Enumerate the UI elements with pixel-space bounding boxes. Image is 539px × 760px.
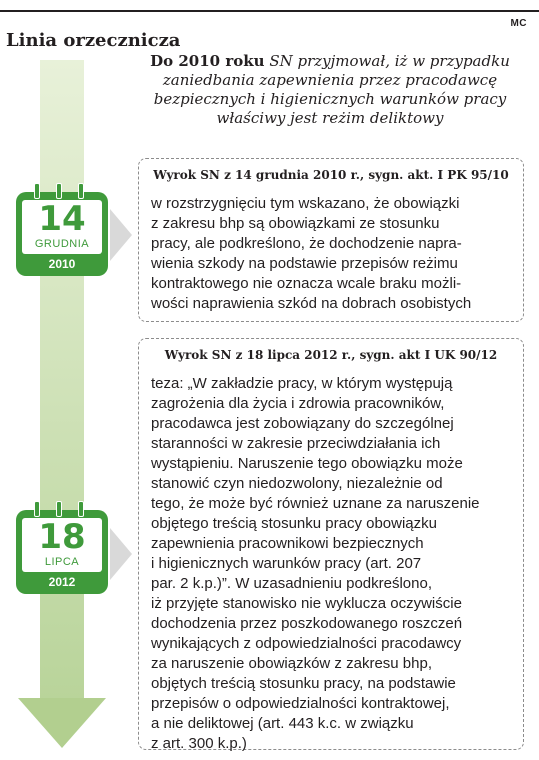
calendar-year: 2012 [48, 575, 76, 589]
calendar-page [22, 518, 102, 572]
calendar-year: 2010 [48, 257, 76, 271]
source-mark: MC [510, 18, 527, 29]
ruling-heading: Wyrok SN z 14 grudnia 2010 r., sygn. akt. I PK 95/10 [153, 168, 509, 182]
page-title: Linia orzecznicza [6, 30, 181, 51]
ruling-heading: Wyrok SN z 18 lipca 2012 r., sygn. akt I UK 90/12 [164, 348, 498, 362]
pointer-arrow [110, 528, 132, 580]
ruling-text: teza: „W zakładzie pracy, w którym występują zagrożenia dla życia i zdrowia pracowników, pracodawca jest zobowiązany do szczególnej staranności w zakresie przeciwdziałania ich wystąpieniu. Naruszenie tego obowiązku może stanowić czyn niedozwolony, niezależnie od tego, że może być również uznane za naruszenie objętego treścią stosunku pracy obowiązku zapewnienia pracownikowi bezpiecznych i higienicznych warunków pracy (art. 207 par. 2 k.p.)”. W uzasadnieniu podkreślono, iż przyjęte stanowisko nie wyklucza oczywiście dochodzenia przez poszkodowanego roszczeń wynikających z odpowiedzialności pracodawcy za naruszenie obowiązków z zakresu bhp, objętych treścią stosunku pracy, na podstawie przepisów o odpowiedzialności kontraktowej, a nie deliktowej (art. 443 k.c. w związku z art. 300 k.p.) [151, 375, 480, 752]
calendar-month: LIPCA [44, 556, 80, 568]
calendar-day: 14 [38, 199, 86, 239]
timeline-arrow-head [18, 698, 106, 748]
calendar-page [22, 200, 102, 254]
calendar-day: 18 [38, 517, 86, 557]
timeline-arrow-shaft [40, 60, 84, 700]
intro-body: SN przyjmował, iż w przypadku zaniedbania zapewnienia przez pracodawcę bezpiecznych i higienicznych warunków pracy właściwy jest reżim deliktowy [153, 52, 510, 127]
intro-lead: Do 2010 roku [150, 52, 265, 70]
intro-text [150, 52, 510, 128]
ruling-box [138, 338, 524, 750]
pointer-arrow [110, 209, 132, 261]
calendar-month: GRUDNIA [34, 238, 90, 250]
calendar-icon [16, 510, 108, 594]
ruling-box [138, 158, 524, 322]
ruling-text: w rozstrzygnięciu tym wskazano, że obowiązki z zakresu bhp są obowiązkami ze stosunku pracy, ale podkreślono, że dochodzenie napra- wienia szkody na podstawie przepisów reżimu kontraktowego nie oznacza wcale braku możli- wości naprawienia szkód na dobrach osobistych [151, 195, 472, 312]
top-rule [0, 10, 539, 12]
calendar-icon [16, 192, 108, 276]
